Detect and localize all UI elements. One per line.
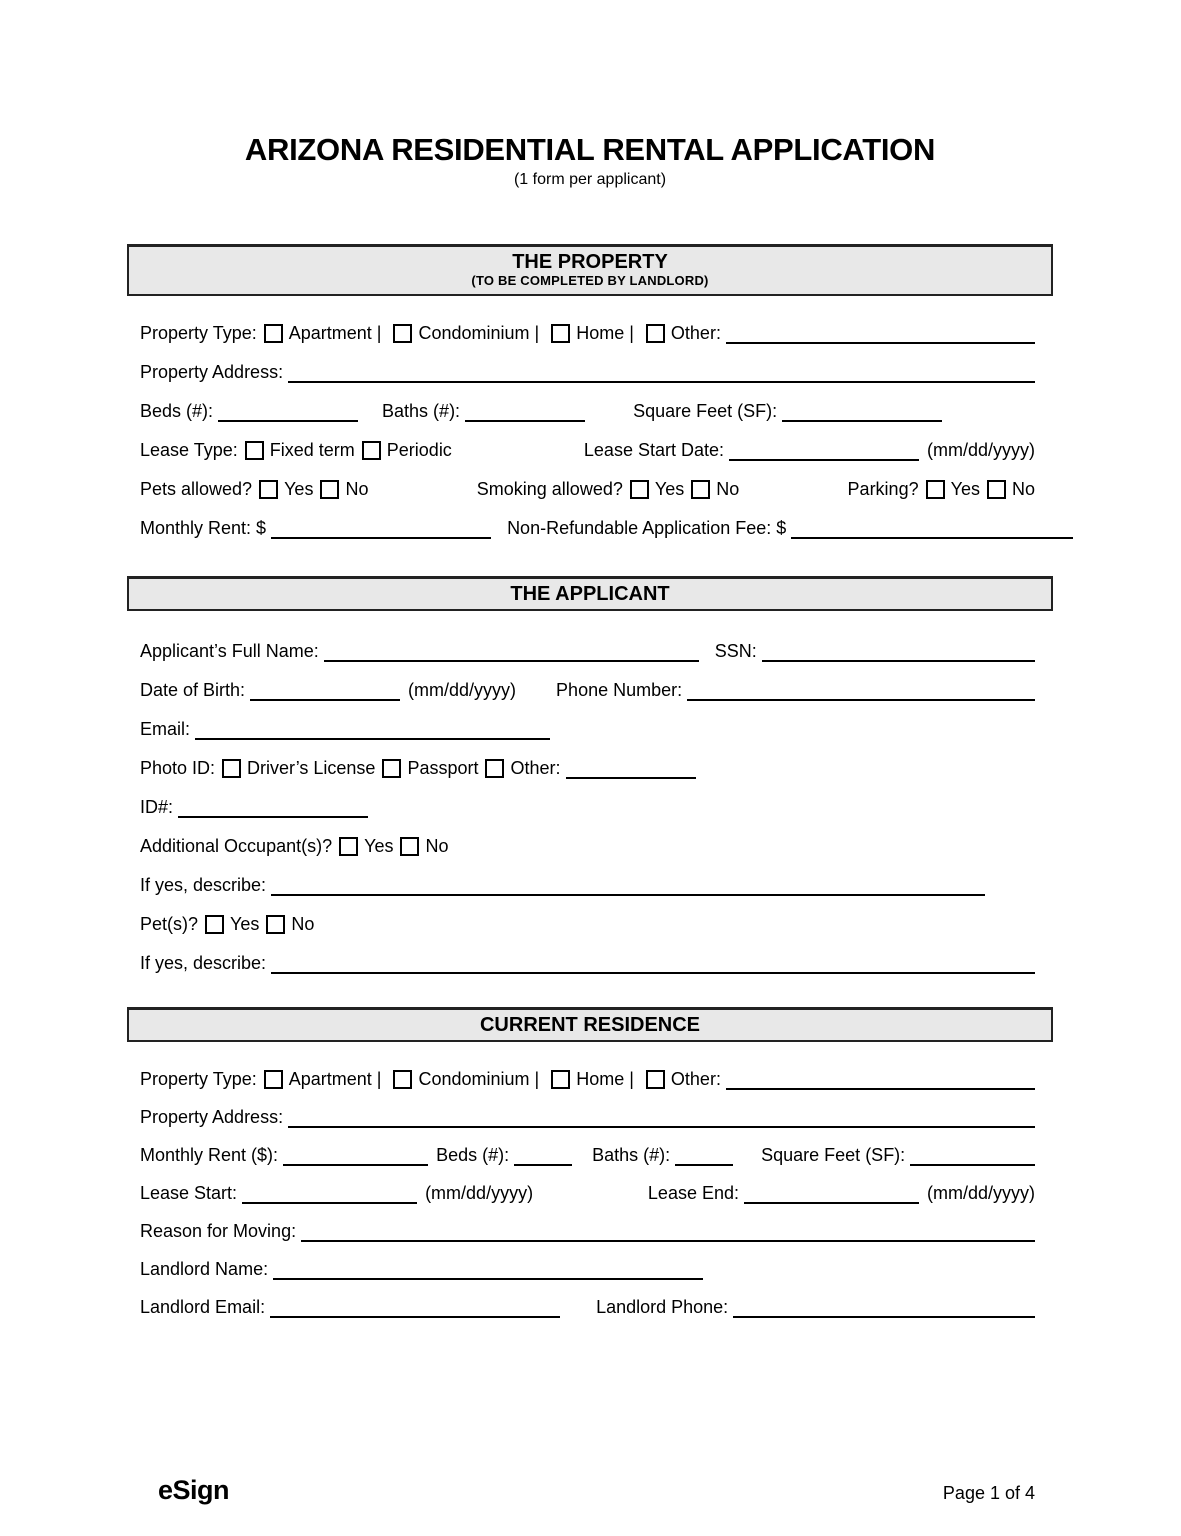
esign-logo: eSign xyxy=(158,1475,230,1505)
photo-id-row xyxy=(140,740,1035,779)
phone-number-field[interactable] xyxy=(687,679,1035,701)
landlord-name-label: Landlord Name: xyxy=(140,1259,269,1279)
residence-type-label: Property Type: xyxy=(140,1069,257,1089)
applicant-section-title: THE APPLICANT xyxy=(510,583,670,605)
reason-moving-label: Reason for Moving: xyxy=(140,1221,297,1241)
smoking-yes-checkbox[interactable] xyxy=(630,480,649,499)
pets-describe-field[interactable] xyxy=(271,952,1035,974)
baths-field[interactable] xyxy=(465,400,585,422)
property-section-subtitle: (TO BE COMPLETED BY LANDLORD) xyxy=(471,273,709,288)
dob-field[interactable] xyxy=(250,679,400,701)
residence-condominium-label: Condominium xyxy=(418,1069,530,1089)
full-name-label: Applicant’s Full Name: xyxy=(140,641,319,661)
residence-other-checkbox[interactable] xyxy=(646,1070,665,1089)
section-header-applicant xyxy=(127,576,1053,611)
option-separator: | xyxy=(629,1069,634,1089)
landlord-name-field[interactable] xyxy=(273,1258,703,1280)
residence-specs-row xyxy=(140,1128,1035,1166)
pets-yes-checkbox[interactable] xyxy=(259,480,278,499)
id-number-row xyxy=(140,779,1035,818)
pets-describe-row xyxy=(140,935,1035,974)
applicant-pets-yes-label: Yes xyxy=(230,914,260,934)
date-format-hint: (mm/dd/yyyy) xyxy=(927,440,1035,460)
smoking-allowed-label: Smoking allowed? xyxy=(476,479,623,499)
parking-no-checkbox[interactable] xyxy=(987,480,1006,499)
property-home-label: Home xyxy=(576,323,625,343)
residence-rent-field[interactable] xyxy=(283,1144,428,1166)
pets-no-label: No xyxy=(345,479,369,499)
monthly-rent-field[interactable] xyxy=(271,517,491,539)
applicant-pets-yes-checkbox[interactable] xyxy=(205,915,224,934)
periodic-label: Periodic xyxy=(386,440,452,460)
property-apartment-label: Apartment xyxy=(288,323,372,343)
smoking-yes-label: Yes xyxy=(654,479,685,499)
additional-occupants-label: Additional Occupant(s)? xyxy=(140,836,333,856)
landlord-phone-label: Landlord Phone: xyxy=(596,1297,729,1317)
document-title: ARIZONA RESIDENTIAL RENTAL APPLICATION xyxy=(244,132,936,167)
pets-describe-label: If yes, describe: xyxy=(140,953,267,973)
id-other-checkbox[interactable] xyxy=(485,759,504,778)
option-separator: | xyxy=(376,1069,382,1089)
property-specs-row xyxy=(140,383,1035,422)
application-fee-field[interactable] xyxy=(791,517,1073,539)
residence-lease-end-label: Lease End: xyxy=(647,1183,739,1203)
applicant-name-row xyxy=(140,623,1035,662)
pets-no-checkbox[interactable] xyxy=(320,480,339,499)
residence-rent-label: Monthly Rent ($): xyxy=(140,1145,279,1165)
residence-beds-label: Beds (#): xyxy=(436,1145,510,1165)
residence-lease-start-label: Lease Start: xyxy=(140,1183,238,1203)
fixed-term-checkbox[interactable] xyxy=(245,441,264,460)
occupants-no-checkbox[interactable] xyxy=(400,837,419,856)
smoking-no-checkbox[interactable] xyxy=(691,480,710,499)
residence-section-title: CURRENT RESIDENCE xyxy=(479,1014,701,1036)
drivers-license-checkbox[interactable] xyxy=(222,759,241,778)
residence-home-checkbox[interactable] xyxy=(551,1070,570,1089)
occupants-describe-field[interactable] xyxy=(271,874,985,896)
reason-moving-row xyxy=(140,1204,1035,1242)
property-other-label: Other: xyxy=(670,323,721,343)
lease-start-date-field[interactable] xyxy=(729,439,919,461)
smoking-no-label: No xyxy=(716,479,740,499)
property-section-title: THE PROPERTY xyxy=(512,251,668,273)
residence-lease-end-field[interactable] xyxy=(744,1182,919,1204)
residence-other-label: Other: xyxy=(670,1069,721,1089)
occupants-describe-label: If yes, describe: xyxy=(140,875,267,895)
baths-label: Baths (#): xyxy=(382,401,461,421)
residence-address-row xyxy=(140,1090,1035,1128)
applicant-pets-label: Pet(s)? xyxy=(140,914,199,934)
property-home-checkbox[interactable] xyxy=(551,324,570,343)
landlord-contact-row xyxy=(140,1280,1035,1318)
residence-address-label: Property Address: xyxy=(140,1107,284,1127)
residence-type-row xyxy=(140,1052,1035,1090)
beds-label: Beds (#): xyxy=(140,401,214,421)
monthly-rent-label: Monthly Rent: $ xyxy=(140,518,267,538)
document-subtitle: (1 form per applicant) xyxy=(513,171,667,188)
pets-yes-label: Yes xyxy=(284,479,314,499)
landlord-email-label: Landlord Email: xyxy=(140,1297,266,1317)
ssn-field[interactable] xyxy=(762,640,1035,662)
date-format-hint: (mm/dd/yyyy) xyxy=(408,680,517,700)
residence-address-field[interactable] xyxy=(288,1106,1035,1128)
id-number-label: ID#: xyxy=(140,797,174,817)
occupants-describe-row xyxy=(140,857,985,896)
residence-baths-field[interactable] xyxy=(675,1144,733,1166)
property-address-row xyxy=(140,344,1035,383)
parking-yes-label: Yes xyxy=(950,479,980,499)
sqft-label: Square Feet (SF): xyxy=(633,401,778,421)
applicant-pets-no-label: No xyxy=(291,914,315,934)
property-other-field[interactable] xyxy=(726,322,1035,344)
residence-lease-row xyxy=(140,1166,1035,1204)
ssn-label: SSN: xyxy=(714,641,757,661)
occupants-row xyxy=(140,818,1035,857)
periodic-checkbox[interactable] xyxy=(362,441,381,460)
property-apartment-checkbox[interactable] xyxy=(264,324,283,343)
landlord-phone-field[interactable] xyxy=(733,1296,1035,1318)
property-other-checkbox[interactable] xyxy=(646,324,665,343)
passport-checkbox[interactable] xyxy=(382,759,401,778)
property-type-row xyxy=(140,305,1035,344)
fixed-term-label: Fixed term xyxy=(269,440,355,460)
section-header-residence xyxy=(127,1007,1053,1042)
residence-sqft-field[interactable] xyxy=(910,1144,1035,1166)
drivers-license-label: Driver’s License xyxy=(247,758,376,778)
full-name-field[interactable] xyxy=(324,640,699,662)
residence-apartment-checkbox[interactable] xyxy=(264,1070,283,1089)
property-condominium-checkbox[interactable] xyxy=(393,324,412,343)
landlord-email-field[interactable] xyxy=(270,1296,560,1318)
residence-lease-start-field[interactable] xyxy=(242,1182,417,1204)
occupants-yes-checkbox[interactable] xyxy=(339,837,358,856)
phone-number-label: Phone Number: xyxy=(556,680,683,700)
option-separator: | xyxy=(376,323,382,343)
residence-apartment-label: Apartment xyxy=(288,1069,372,1089)
passport-label: Passport xyxy=(407,758,479,778)
email-label: Email: xyxy=(140,719,191,739)
pets-allowed-label: Pets allowed? xyxy=(140,479,253,499)
beds-field[interactable] xyxy=(218,400,358,422)
residence-home-label: Home xyxy=(576,1069,625,1089)
email-field[interactable] xyxy=(195,718,550,740)
date-format-hint: (mm/dd/yyyy) xyxy=(927,1183,1035,1203)
allowances-row xyxy=(140,461,1035,500)
applicant-pets-no-checkbox[interactable] xyxy=(266,915,285,934)
parking-no-label: No xyxy=(1011,479,1035,499)
date-format-hint: (mm/dd/yyyy) xyxy=(425,1183,534,1203)
page-number: Page 1 of 4 xyxy=(942,1483,1035,1503)
property-condominium-label: Condominium xyxy=(418,323,530,343)
residence-condominium-checkbox[interactable] xyxy=(393,1070,412,1089)
residence-sqft-label: Square Feet (SF): xyxy=(761,1145,906,1165)
lease-start-date-label: Lease Start Date: xyxy=(583,440,724,460)
photo-id-label: Photo ID: xyxy=(140,758,216,778)
id-other-label: Other: xyxy=(510,758,561,778)
id-number-field[interactable] xyxy=(178,796,368,818)
sqft-field[interactable] xyxy=(782,400,942,422)
lease-type-label: Lease Type: xyxy=(140,440,238,460)
dob-phone-row xyxy=(140,662,1035,701)
occupants-yes-label: Yes xyxy=(364,836,394,856)
email-row xyxy=(140,701,1035,740)
property-type-label: Property Type: xyxy=(140,323,257,343)
lease-type-row xyxy=(140,422,1035,461)
rent-fee-row xyxy=(140,500,1073,539)
residence-baths-label: Baths (#): xyxy=(592,1145,671,1165)
page-footer xyxy=(140,1476,1035,1504)
option-separator: | xyxy=(534,323,540,343)
residence-other-field[interactable] xyxy=(726,1068,1035,1090)
property-address-field[interactable] xyxy=(288,361,1035,383)
applicant-pets-row xyxy=(140,896,1035,935)
landlord-name-row xyxy=(140,1242,1035,1280)
application-fee-label: Non-Refundable Application Fee: $ xyxy=(507,518,787,538)
parking-yes-checkbox[interactable] xyxy=(926,480,945,499)
option-separator: | xyxy=(629,323,634,343)
property-address-label: Property Address: xyxy=(140,362,284,382)
dob-label: Date of Birth: xyxy=(140,680,246,700)
reason-moving-field[interactable] xyxy=(301,1220,1035,1242)
id-other-field[interactable] xyxy=(566,757,696,779)
residence-beds-field[interactable] xyxy=(514,1144,572,1166)
option-separator: | xyxy=(534,1069,540,1089)
parking-label: Parking? xyxy=(847,479,919,499)
occupants-no-label: No xyxy=(425,836,449,856)
section-header-property xyxy=(127,244,1053,296)
